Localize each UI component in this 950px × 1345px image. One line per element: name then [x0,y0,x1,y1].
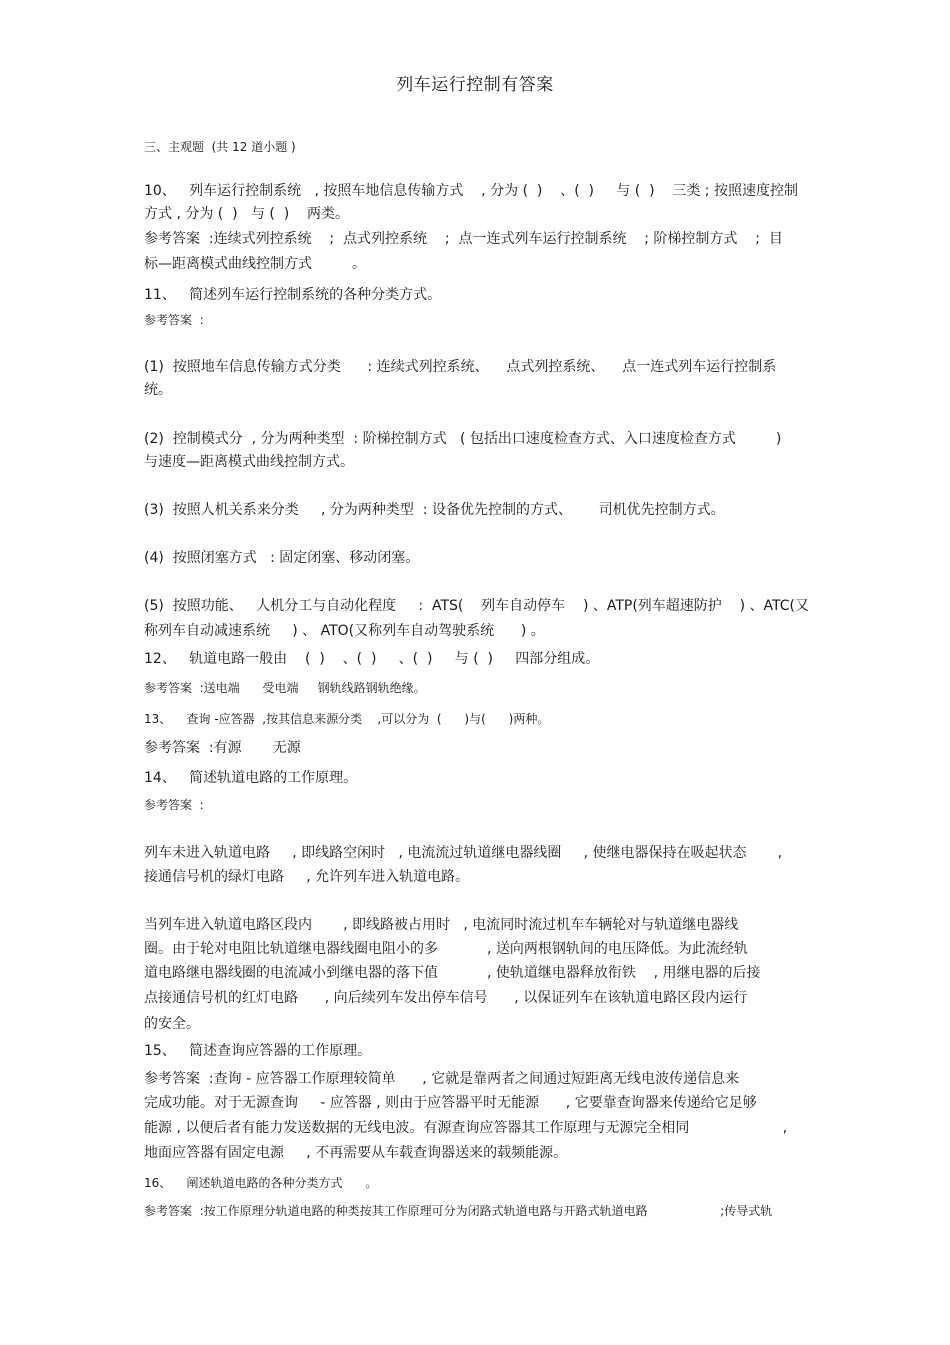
answer-14-para-2-line-3: 道电路继电器线圈的电流减小到继电器的落下值 , 使轨道继电器释放衔铁 , 用继电器的后接 [144,965,761,981]
answer-11-label: 参考答案 : [144,313,204,327]
question-10-line-2: 方式 , 分为 ( ) 与 ( ) 两类。 [144,206,350,222]
answer-16-line-1: 参考答案 :按工作原理分轨道电路的种类按其工作原理可分为闭路式轨道电路与开路式轨道电路 ;传导式轨 [144,1204,773,1218]
question-11: 11、 简述列车运行控制系统的各种分类方式。 [144,287,442,303]
answer-14-label: 参考答案 : [144,798,204,812]
answer-11-item-5-line-1: (5) 按照功能、 人机分工与自动化程度 : ATS( 列车自动停车 ) 、ATP(列车超速防护 ) 、ATC(又 [144,598,809,614]
answer-14-para-2-line-2: 圈。由于轮对电阻比轨道继电器线圈电阻小的多 , 送向两根钢轨间的电压降低。为此流经轨 [144,941,748,957]
answer-15-line-1: 参考答案 :查询 - 应答器工作原理较简单 , 它就是靠两者之间通过短距离无线电波传递信息来 [144,1071,740,1087]
answer-15-line-4: 地面应答器有固定电源 , 不再需要从车载查询器送来的载频能源。 [144,1145,568,1161]
answer-11-item-2-line-1: (2) 控制模式分 , 分为两种类型 : 阶梯控制方式 ( 包括出口速度检查方式、入口速度检查方式 ) [144,431,782,447]
answer-11-item-3: (3) 按照人机关系来分类 , 分为两种类型 : 设备优先控制的方式、 司机优先控制方式。 [144,502,725,518]
question-13: 13、 查询 -应答器 ,按其信息来源分类 ,可以分为 ( )与( )两种。 [144,712,550,726]
answer-10-line-1: 参考答案 :连续式列控系统 ; 点式列控系统 ; 点一连式列车运行控制系统 ; 阶梯控制方式 ; 目 [144,231,783,247]
answer-14-para-1-line-1: 列车未进入轨道电路 , 即线路空闲时 , 电流流过轨道继电器线圈 , 使继电器保持在吸起状态 , [144,845,783,861]
answer-14-para-2-line-4: 点接通信号机的红灯电路 , 向后续列车发出停车信号 , 以保证列车在该轨道电路区段内运行 [144,990,748,1006]
question-14: 14、 简述轨道电路的工作原理。 [144,770,358,786]
answer-10-line-2: 标—距离模式曲线控制方式 。 [144,256,367,272]
section-heading: 三、主观题 (共 12 道小题 ) [144,140,296,154]
question-16: 16、 阐述轨道电路的各种分类方式 。 [144,1176,378,1190]
answer-15-line-2: 完成功能。对于无源查询 - 应答器 , 则由于应答器平时无能源 , 它要靠查询器来传递给它足够 [144,1095,757,1111]
answer-14-para-2-line-1: 当列车进入轨道电路区段内 , 即线路被占用时 , 电流同时流过机车车辆轮对与轨道继电器线 [144,917,739,933]
answer-11-item-1-line-2: 统。 [144,382,172,398]
answer-14-para-2-line-5: 的安全。 [144,1016,200,1032]
question-15: 15、 简述查询应答器的工作原理。 [144,1043,372,1059]
answer-11-item-1-line-1: (1) 按照地车信息传输方式分类 : 连续式列控系统、 点式列控系统、 点一连式列车运行控制系 [144,359,777,375]
answer-11-item-2-line-2: 与速度—距离模式曲线控制方式。 [144,454,354,470]
answer-14-para-1-line-2: 接通信号机的绿灯电路 , 允许列车进入轨道电路。 [144,869,470,885]
question-10-line-1: 10、 列车运行控制系统 , 按照车地信息传输方式 , 分为 ( ) 、( ) 与 ( ) 三类 ; 按照速度控制 [144,183,798,199]
page-title: 列车运行控制有答案 [396,75,554,95]
answer-12: 参考答案 :送电端 受电端 钢轨线路钢轨绝缘。 [144,681,426,695]
answer-11-item-4: (4) 按照闭塞方式 : 固定闭塞、移动闭塞。 [144,550,420,566]
answer-13: 参考答案 :有源 无源 [144,740,301,756]
question-12: 12、 轨道电路一般由 ( ) 、( ) 、( ) 与 ( ) 四部分组成。 [144,651,600,667]
answer-11-item-5-line-2: 称列车自动减速系统 ) 、 ATO(又称列车自动驾驶系统 ) 。 [144,623,545,639]
answer-15-line-3: 能源 , 以便后者有能力发送数据的无线电波。有源查询应答器其工作原理与无源完全相同 , [144,1120,788,1136]
